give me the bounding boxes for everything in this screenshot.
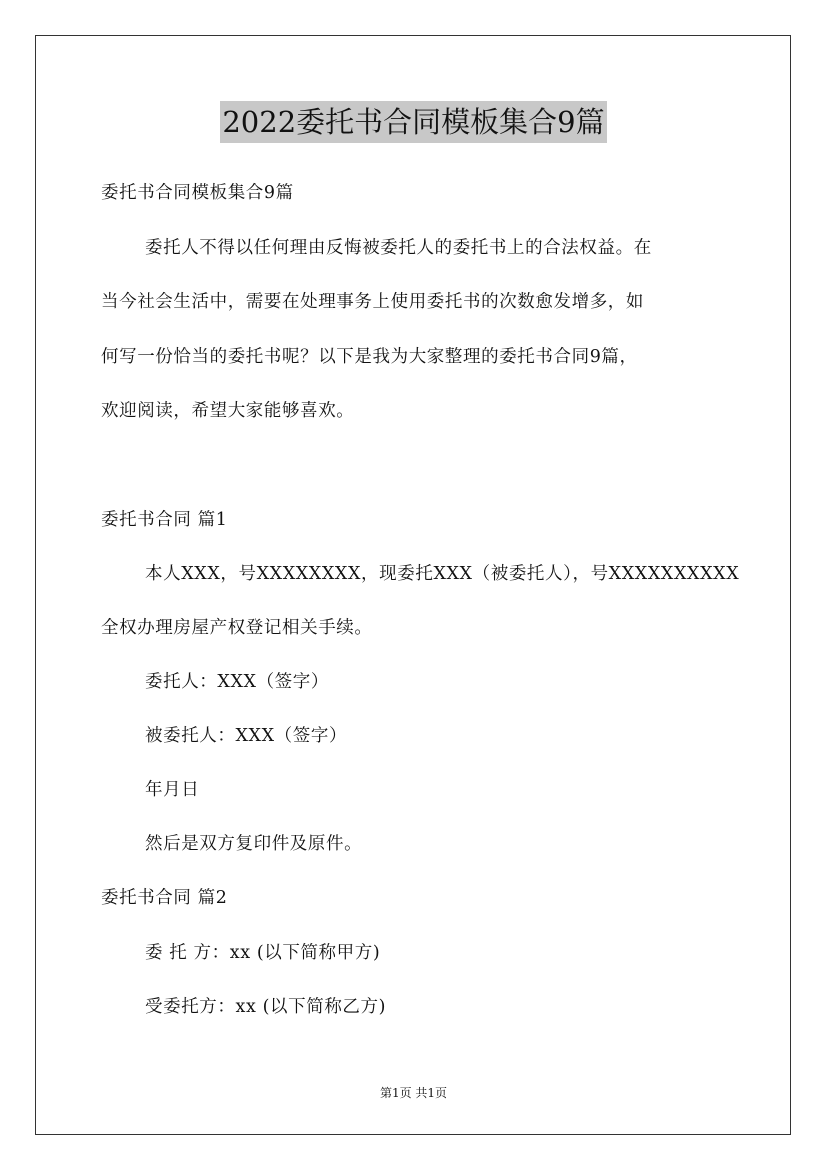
title-container (0, 101, 827, 143)
intro-line-3: 何写一份恰当的委托书呢？以下是我为大家整理的委托书合同9篇， (101, 347, 638, 367)
section-1-para-line-2: 全权办理房屋产权登记相关手续。 (101, 618, 373, 638)
page-number-footer: 第1页 共1页 (379, 1086, 448, 1100)
party-b-line: 受委托方：xx (以下简称乙方) (145, 997, 387, 1017)
intro-line-4: 欢迎阅读，希望大家能够喜欢。 (101, 401, 355, 421)
section-1-heading: 委托书合同 篇1 (101, 510, 228, 530)
intro-line-2: 当今社会生活中，需要在处理事务上使用委托书的次数愈发增多，如 (101, 292, 644, 312)
agent-signature-line: 被委托人：XXX（签字） (145, 726, 348, 746)
document-subtitle: 委托书合同模板集合9篇 (101, 183, 294, 203)
principal-signature-line: 委托人：XXX（签字） (145, 672, 329, 692)
intro-line-1: 委托人不得以任何理由反悔被委托人的委托书上的合法权益。在 (145, 238, 652, 258)
party-a-line: 委 托 方：xx (以下简称甲方) (145, 943, 381, 963)
attachment-note: 然后是双方复印件及原件。 (145, 834, 363, 854)
date-line: 年月日 (145, 780, 200, 800)
section-2-heading: 委托书合同 篇2 (101, 888, 228, 908)
section-1-para-line-1: 本人XXX，号XXXXXXXX，现委托XXX（被委托人），号XXXXXXXXXX (145, 564, 740, 584)
document-title: 2022委托书合同模板集合9篇 (220, 101, 606, 143)
